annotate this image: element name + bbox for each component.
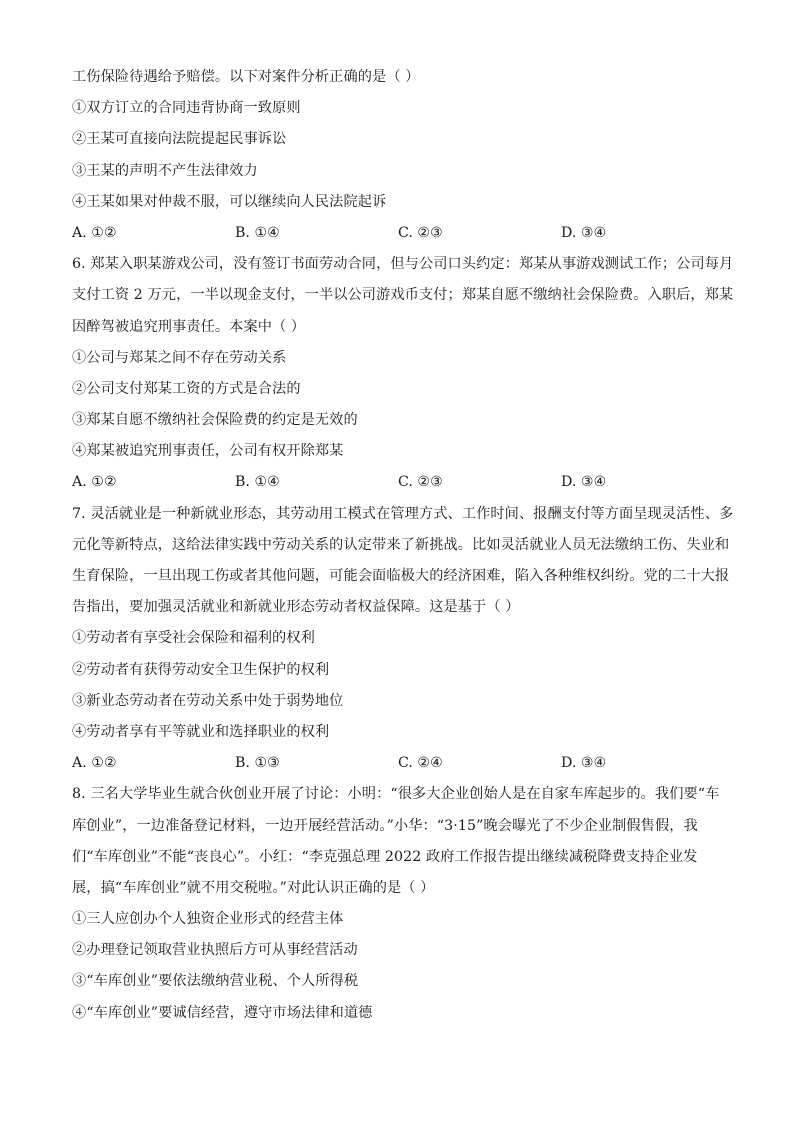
q6-options — [72, 467, 724, 498]
q6-item-2: ②公司支付郑某工资的方式是合法的 — [72, 380, 301, 397]
q7-stem-line-1: 7. 灵活就业是一种新就业形态，其劳动用工模式在管理方式、工作时间、报酬支付等方面呈现灵活性、多 — [72, 505, 734, 522]
q6-stem-line-3: 因醉驾被追究刑事责任。本案中（ ） — [72, 318, 306, 335]
q7-item-2: ②劳动者有获得劳动安全卫生保护的权利 — [72, 661, 330, 678]
q6-option-b: B. ①④ — [235, 474, 280, 491]
q7-item-1: ①劳动者有享受社会保险和福利的权利 — [72, 630, 315, 647]
q6-item-1: ①公司与郑某之间不存在劳动关系 — [72, 349, 287, 366]
q6-stem-line-2: 支付工资 2 万元，一半以现金支付，一半以公司游戏币支付；郑某自愿不缴纳社会保险费。入职后，郑某 — [72, 287, 734, 304]
q5-item-3: ③王某的声明不产生法律效力 — [72, 162, 258, 179]
q8-stem-line-3: 们“车库创业”不能“丧良心”。小红：“李克强总理 2022 政府工作报告提出继续减税降费支持企业发 — [72, 848, 698, 865]
q8-stem-line-1: 8. 三名大学毕业生就合伙创业开展了讨论：小明：“很多大企业创始人是在自家车库起步的。我们要“车 — [72, 786, 720, 803]
q5-options — [72, 218, 724, 249]
q6-option-a: A. ①② — [72, 474, 117, 491]
q7-option-b: B. ①③ — [235, 755, 280, 772]
q7-stem-line-2: 元化等新特点，这给法律实践中劳动关系的认定带来了新挑战。比如灵活就业人员无法缴纳工伤、失业和 — [72, 536, 730, 553]
q8-item-1: ①三人应创办个人独资企业形式的经营主体 — [72, 911, 344, 928]
q5-item-1: ①双方订立的合同违背协商一致原则 — [72, 100, 301, 117]
q7-stem-line-4: 告指出，要加强灵活就业和新就业形态劳动者权益保障。这是基于（ ） — [72, 599, 520, 616]
q5-stem: 工伤保险待遇给予赔偿。以下对案件分析正确的是（ ） — [72, 69, 420, 85]
q8-item-3: ③“车库创业”要依法缴纳营业税、个人所得税 — [72, 973, 359, 990]
q5-option-d: D. ③④ — [561, 224, 607, 241]
q6-stem-line-1: 6. 郑某入职某游戏公司，没有签订书面劳动合同，但与公司口头约定：郑某从事游戏测试工作；公司每月 — [72, 256, 734, 273]
q6-item-3: ③郑某自愿不缴纳社会保险费的约定是无效的 — [72, 412, 358, 429]
q7-stem-line-3: 生育保险，一旦出现工伤或者其他问题，可能会面临极大的经济困难，陷入各种维权纠纷。党的二十大报 — [72, 568, 730, 584]
exam-page — [72, 62, 734, 1029]
q7-option-a: A. ①② — [72, 755, 117, 772]
q5-option-a: A. ①② — [72, 224, 117, 241]
q6-item-4: ④郑某被追究刑事责任，公司有权开除郑某 — [72, 443, 344, 460]
q8-stem-line-2: 库创业”，一边准备登记材料，一边开展经营活动。”小华：“3·15”晚会曝光了不少企业制假售假，我 — [72, 817, 698, 834]
q6-option-c: C. ②③ — [398, 474, 443, 491]
q5-option-b: B. ①④ — [235, 224, 280, 241]
q5-item-4: ④王某如果对仲裁不服，可以继续向人民法院起诉 — [72, 193, 387, 210]
q5-option-c: C. ②③ — [398, 224, 443, 241]
q7-option-d: D. ③④ — [561, 755, 607, 772]
q7-options — [72, 748, 724, 779]
q7-item-4: ④劳动者享有平等就业和选择职业的权利 — [72, 723, 330, 740]
q5-item-2: ②王某可直接向法院提起民事诉讼 — [72, 131, 287, 148]
q7-option-c: C. ②④ — [398, 755, 443, 772]
q8-item-2: ②办理登记领取营业执照后方可从事经营活动 — [72, 942, 358, 959]
q7-item-3: ③新业态劳动者在劳动关系中处于弱势地位 — [72, 692, 344, 709]
q8-stem-line-4: 展，搞“车库创业”就不用交税啦。”对此认识正确的是（ ） — [72, 879, 435, 896]
q8-item-4: ④“车库创业”要诚信经营，遵守市场法律和道德 — [72, 1004, 373, 1021]
q6-option-d: D. ③④ — [561, 474, 607, 491]
